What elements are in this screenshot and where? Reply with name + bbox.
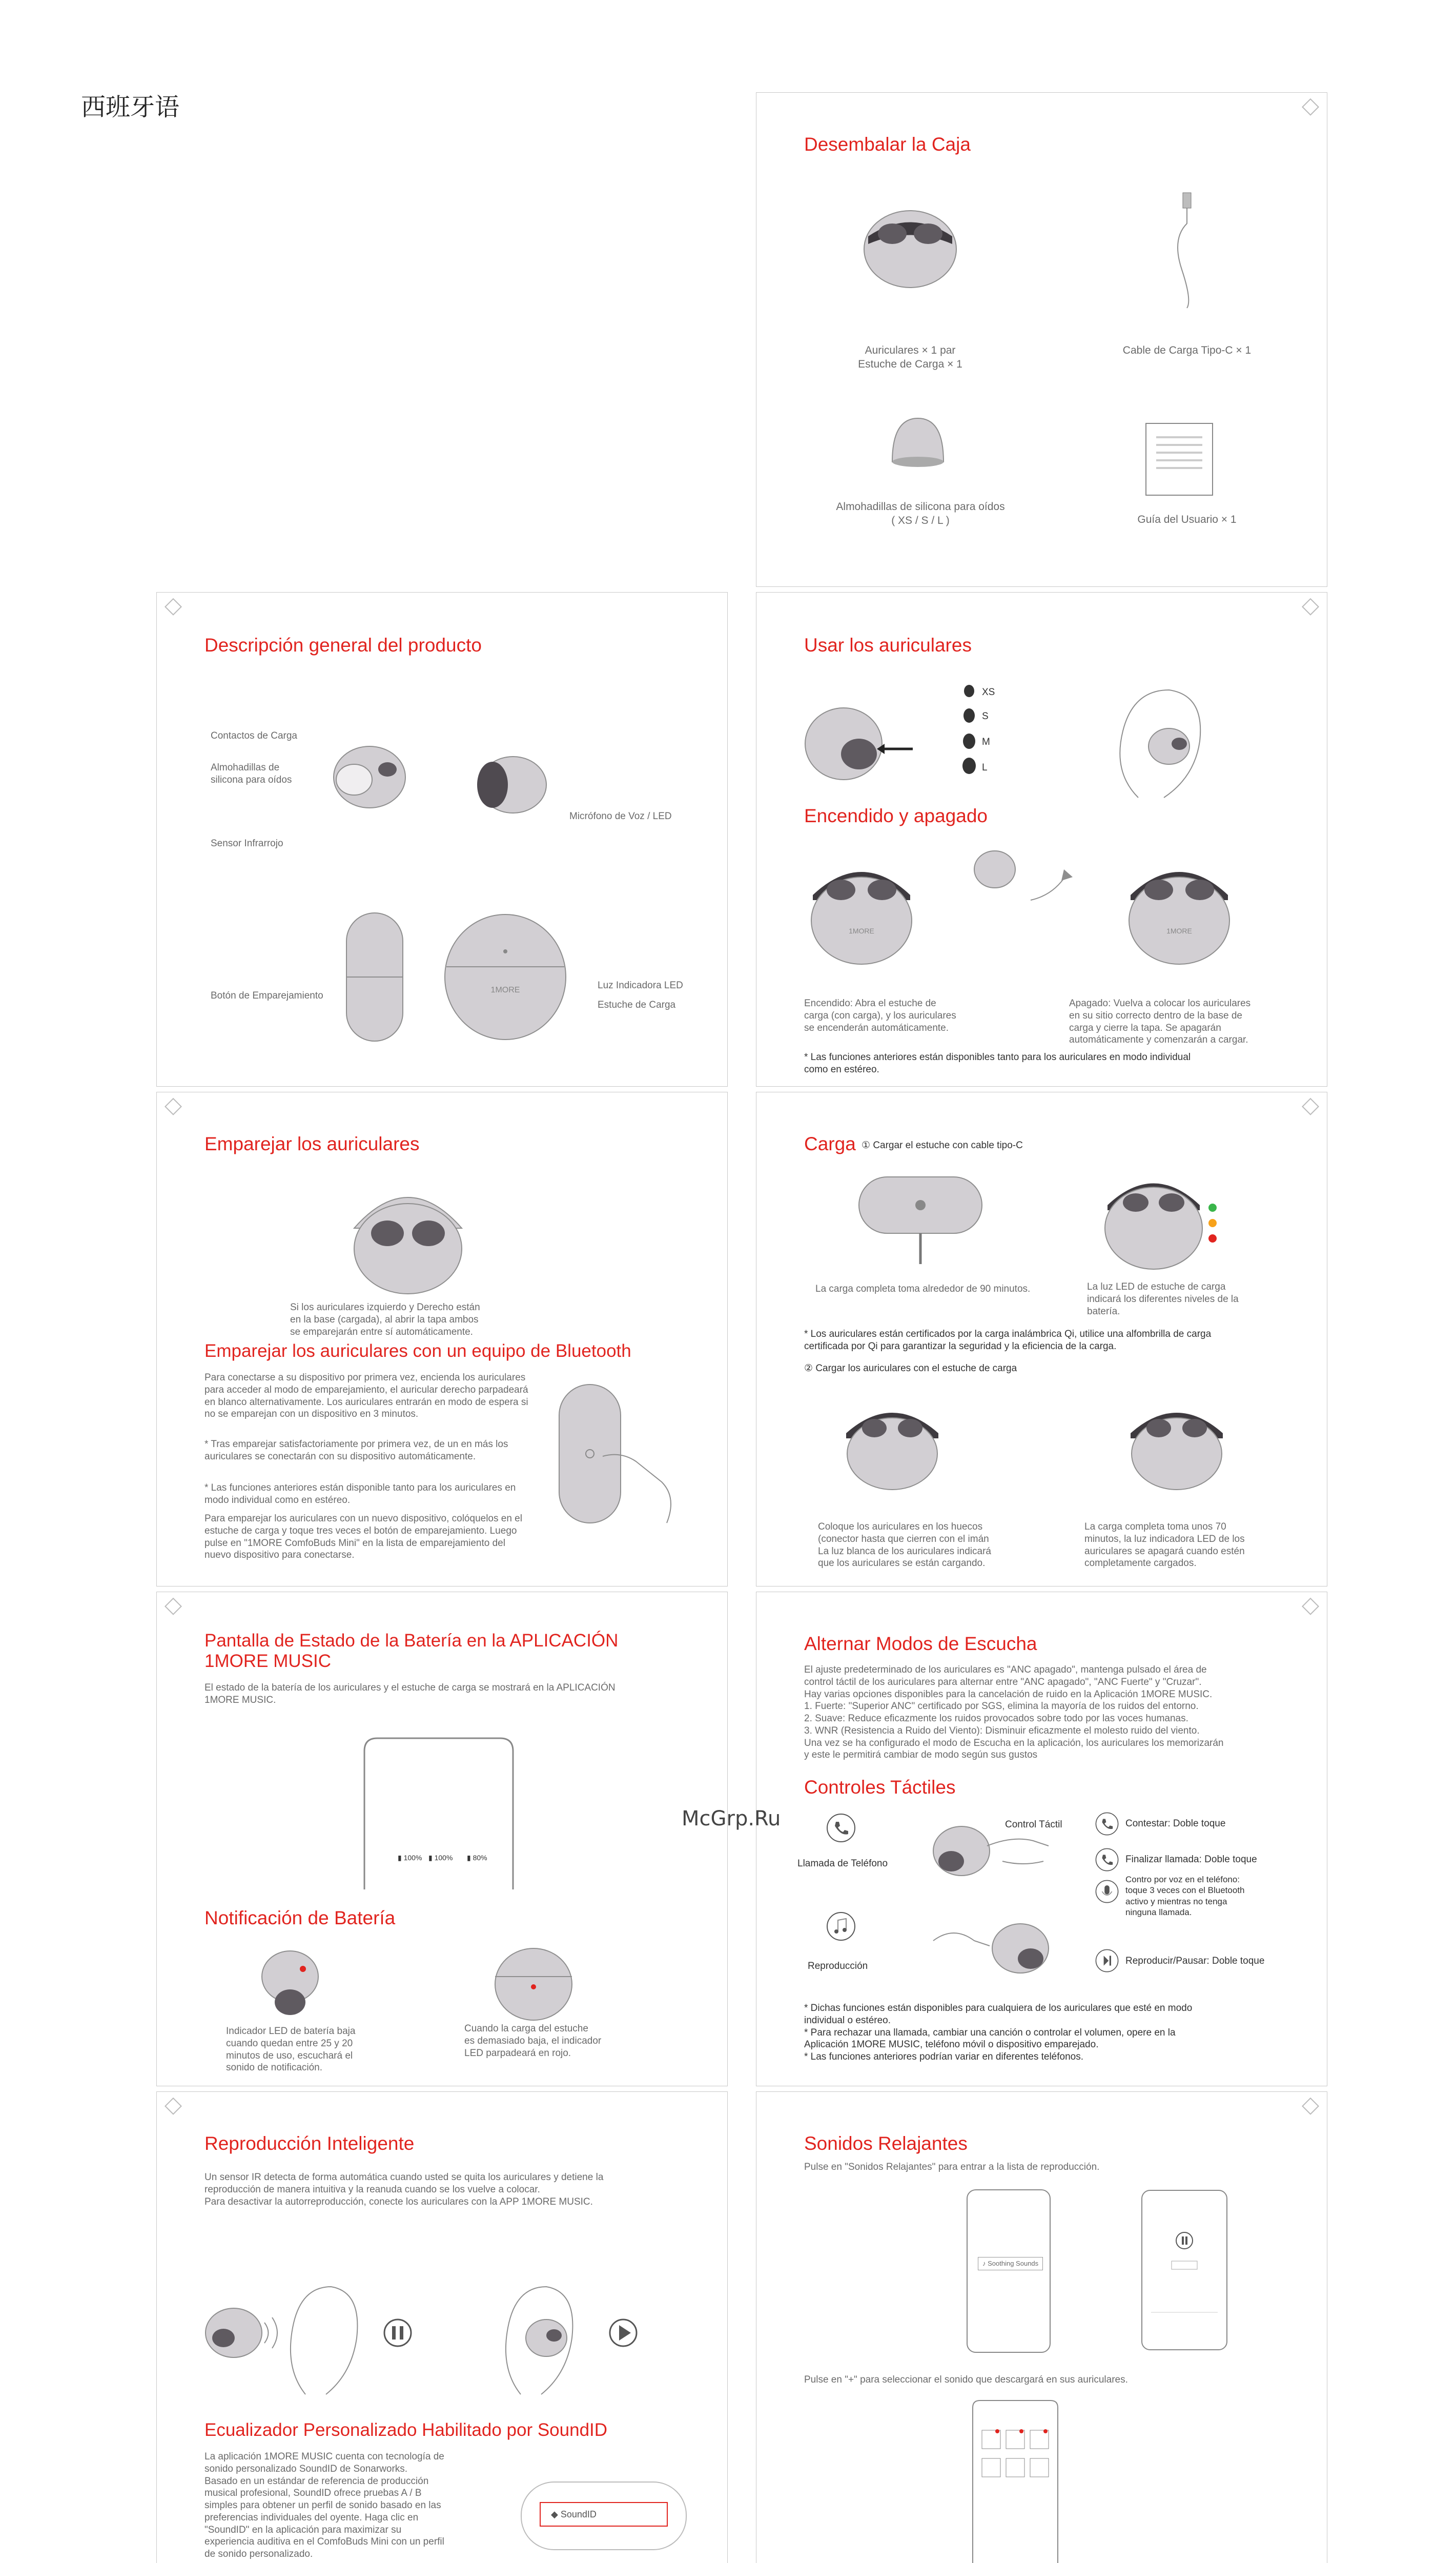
pair-button-press-image <box>539 1374 692 1543</box>
panel-overview <box>156 592 728 1087</box>
tip-sizes-icon <box>961 685 977 777</box>
corner-tag-icon <box>1299 1597 1322 1620</box>
corner-tag-icon <box>1299 1097 1322 1120</box>
touch-end: Finalizar llamada: Doble toque <box>1125 1854 1257 1865</box>
end-call-icon <box>1095 1847 1119 1872</box>
unbox-guide-label: Guía del Usuario × 1 <box>1137 514 1237 525</box>
cable-image <box>1156 193 1218 311</box>
pair-bt-p4: Para emparejar los auriculares con un nuevo dispositivo, colóquelos en el estuche de carga y toque tres veces el botón de emparejamiento. Luego pulse en "1MORE ComfoBuds Mini" en la lista de emparejamiento del nuevo dispositivo para conectarse. <box>204 1513 522 1561</box>
pair-caption: Si los auriculares izquierdo y Derecho están en la base (cargada), al abrir la tapa ambos se emparejarán entre sí automáticamente. <box>290 1302 480 1337</box>
smart-remove-image <box>203 2276 418 2399</box>
smart-insert-image <box>495 2276 680 2399</box>
panel-unbox <box>756 92 1327 587</box>
svg-text:1MORE: 1MORE <box>490 986 520 994</box>
touch-play-label: Reproducción <box>808 1961 868 1971</box>
pair-case-image <box>349 1172 467 1300</box>
charge-earbuds-image <box>841 1387 944 1490</box>
touch-pause: Reproducir/Pausar: Doble toque <box>1125 1956 1265 1966</box>
anc-text: El ajuste predeterminado de los auriculares es "ANC apagado", mantenga pulsado el área de control táctil de los auriculares para alternar entre "ANC apagado", "ANC Fuerte" y "Cruzar". Hay varias opciones disponibles para la cancelación de ruido en la Aplicación 1MORE MUSIC. 1. Fuerte: "Superior ANC" certificado por SGS, elimina la mayoría de los ruidos del entorno. 2. Suave: Reduce eficazmente los ruidos provocados sobre todo por las voces humanas. 3. WNR (Resistencia a Ruido del Viento): Disminuir eficazmente el molesto ruido del viento. Una vez se ha configurado el modo de Escucha en la aplicación, los auriculares los memorizarán y este le permitirá cambiar de modo según sus gustos <box>804 1664 1224 1761</box>
charge-step2-text: Cargar los auriculares con el estuche de carga <box>815 1363 1017 1374</box>
charge-step1-text: Cargar el estuche con cable tipo-C <box>873 1140 1023 1151</box>
wear-size-l: L <box>982 762 988 773</box>
unbox-earbuds-label: Auriculares × 1 par Estuche de Carga × 1 <box>858 344 962 370</box>
battery-level-left-text: 100% <box>403 1854 422 1862</box>
overview-led-label: Luz Indicadora LED <box>598 980 683 991</box>
user-guide-image <box>1143 421 1215 498</box>
touch-reject: Contro por voz en el teléfono: toque 3 veces con el Bluetooth activo y mientras no tenga ninguna llamada. <box>1125 1875 1245 1917</box>
corner-tag-icon <box>162 1097 184 1120</box>
panel-anc-touch <box>756 1592 1327 2086</box>
touch-call-label: Llamada de Teléfono <box>797 1858 888 1869</box>
battery-level-case: ▮ 80% <box>467 1854 487 1862</box>
phone-call-icon <box>826 1813 856 1843</box>
corner-tag-icon <box>1299 2097 1322 2120</box>
low-battery-earbud-image <box>254 1946 326 2018</box>
overview-title: Descripción general del producto <box>204 635 482 656</box>
earbud-front-image <box>472 751 549 818</box>
panel-smart-play <box>156 2091 728 2563</box>
relax-text-2: Pulse en "+" para seleccionar el sonido que descargará en sus auriculares. <box>804 2374 1128 2385</box>
soundid-button-label: SoundID <box>560 2509 597 2519</box>
unbox-title: Desembalar la Caja <box>804 134 971 155</box>
pair-bt-p3: * Las funciones anteriores están disponible tanto para los auriculares en modo individual como en estéreo. <box>204 1482 516 1506</box>
wear-size-s: S <box>982 711 989 722</box>
power-off-image <box>1123 839 1236 967</box>
smart-text: Un sensor IR detecta de forma automática cuando usted se quita los auriculares y detiene la reproducción de manera intuitiva y la reanuda cuando se los vuelve a colocar. Para desactivar la autorreproducción, conecte los auriculares con la APP 1MORE MUSIC. <box>204 2172 604 2207</box>
charge-case-cable-image <box>854 1167 987 1269</box>
battery-level-case-text: 80% <box>473 1854 487 1862</box>
unbox-cable-label: Cable de Carga Tipo-C × 1 <box>1122 344 1252 356</box>
pair-bt-p2: * Tras emparejar satisfactoriamente por primera vez, de un en más los auriculares se conectarán con su dispositivo automáticamente. <box>204 1439 508 1462</box>
relax-phone-1 <box>967 2189 1051 2353</box>
charge-cap1: La carga completa toma alrededor de 90 minutos. <box>815 1284 1031 1294</box>
watermark-text: McGrp.Ru <box>682 1807 781 1830</box>
voice-assistant-icon <box>1095 1879 1119 1904</box>
relax-title: Sonidos Relajantes <box>804 2133 968 2154</box>
charge-full-image <box>1125 1387 1228 1490</box>
power-note: * Las funciones anteriores están disponibles tanto para los auriculares en modo individual como en estéreo. <box>804 1052 1191 1075</box>
soundid-text: La aplicación 1MORE MUSIC cuenta con tecnología de sonido personalizado SoundID de Sonarworks. Basado en un estándar de referencia de producción musical profesional, SoundID ofrece pruebas A / B simples para obtener un perfil de sonido basado en las preferencias individuales del oyente. Haga clic en "SoundID" en la aplicación para maximizar su experiencia auditiva en el ComfoBuds Mini con un perfil de sonido personalizado. <box>204 2451 444 2559</box>
overview-pair-button-label: Botón de Emparejamiento <box>211 990 323 1001</box>
overview-case-label: Estuche de Carga <box>598 1000 676 1010</box>
earbuds-case-image <box>859 188 961 290</box>
charge-cap4: La carga completa toma unos 70 minutos, la luz indicadora LED de los auriculares se apagará cuando estén completamente cargados. <box>1084 1521 1245 1569</box>
overview-charging-contacts-label: Contactos de Carga <box>211 730 297 741</box>
panel-charging <box>756 1092 1327 1586</box>
ear-wear-image <box>1102 680 1215 808</box>
corner-tag-icon <box>1299 598 1322 620</box>
low-battery-case-image <box>493 1946 575 2023</box>
ear-tips-image <box>887 413 949 470</box>
wear-size-xs: XS <box>982 687 995 698</box>
case-front-image <box>441 910 569 1044</box>
soundid-title: Ecualizador Personalizado Habilitado por SoundID <box>204 2420 608 2440</box>
battery-level-left: ▮ 100% <box>398 1854 422 1862</box>
overview-ear-tips-label: Almohadillas de silicona para oídos <box>211 762 292 785</box>
power-arrows-image <box>964 839 1087 921</box>
music-note-icon <box>826 1911 856 1942</box>
case-side-image <box>344 910 405 1044</box>
charge-title: Carga <box>804 1133 856 1154</box>
charge-cap3: Coloque los auriculares en los huecos (conector hasta que cierren con el imán La luz blanca de los auriculares indicará que los auriculares se están cargando. <box>818 1521 991 1569</box>
touch-note: * Dichas funciones están disponibles para cualquiera de los auriculares que esté en modo individual o estéreo. * Para rechazar una llamada, cambiar una canción o controlar el volumen, opere en la Aplicación 1MORE MUSIC, teléfono móvil o dispositivo emparejado. * Las funciones anteriores podrían variar en diferentes teléfonos. <box>804 2003 1193 2062</box>
panel-wear-power <box>756 592 1327 1087</box>
touch-title: Controles Táctiles <box>804 1777 956 1798</box>
charge-led-case-image <box>1097 1156 1220 1274</box>
anc-title: Alternar Modos de Escucha <box>804 1633 1037 1654</box>
panel-battery <box>156 1592 728 2086</box>
power-off-text: Apagado: Vuelva a colocar los auriculares en su sitio correcto dentro de la base de carga y cierre la tapa. Se apagarán automáticamente y comenzarán a cargar. <box>1069 998 1251 1046</box>
overview-mic-led-label: Micrófono de Voz / LED <box>569 811 672 822</box>
svg-text:1MORE: 1MORE <box>1166 927 1192 935</box>
charge-step1: ① Cargar el estuche con cable tipo-C <box>862 1140 1023 1151</box>
earbud-side-image <box>326 741 408 813</box>
corner-tag-icon <box>162 1597 184 1620</box>
smart-title: Reproducción Inteligente <box>204 2133 415 2154</box>
phone-battery-image <box>362 1736 516 1889</box>
battery-note-title: Notificación de Batería <box>204 1907 396 1928</box>
battery-note-right: Cuando la carga del estuche es demasiado baja, el indicador LED parpadeará en rojo. <box>464 2023 602 2059</box>
battery-note-left: Indicador LED de batería baja cuando quedan entre 25 y 20 minutos de uso, escuchará el sonido de notificación. <box>226 2026 356 2073</box>
battery-level-right: ▮ 100% <box>428 1854 453 1862</box>
overview-ir-sensor-label: Sensor Infrarrojo <box>211 838 283 849</box>
relax-app-label[interactable]: ♪ Soothing Sounds <box>978 2257 1043 2270</box>
play-pause-icon <box>1095 1948 1119 1973</box>
power-on-image <box>805 839 918 967</box>
answer-icon <box>1095 1812 1119 1836</box>
pair-bt-title: Emparejar los auriculares con un equipo de Bluetooth <box>204 1341 631 1361</box>
svg-text:1MORE: 1MORE <box>849 927 874 935</box>
panel-pairing <box>156 1092 728 1586</box>
battery-app-text: El estado de la batería de los auriculares y el estuche de carga se mostrará en la APLICACIÓN 1MORE MUSIC. <box>204 1682 616 1705</box>
touch-answer: Contestar: Doble toque <box>1125 1818 1226 1829</box>
corner-tag-icon <box>162 598 184 620</box>
battery-level-right-text: 100% <box>434 1854 453 1862</box>
relax-phone-2 <box>1141 2189 1228 2351</box>
power-on-text: Encendido: Abra el estuche de carga (con carga), y los auriculares se encenderán automáticamente. <box>804 998 956 1033</box>
touch-control-label: Control Táctil <box>1005 1819 1062 1830</box>
power-title: Encendido y apagado <box>804 805 988 826</box>
earbud-tip-image <box>803 687 931 790</box>
charge-note1: * Los auriculares están certificados por la carga inalámbrica Qi, utilice una alfombrilla de carga certificada por Qi para garantizar la seguridad y la eficiencia de la carga. <box>804 1329 1212 1352</box>
battery-app-title: Pantalla de Estado de la Batería en la APLICACIÓN 1MORE MUSIC <box>204 1631 619 1672</box>
unbox-tips-label: Almohadillas de silicona para oídos ( XS / S / L ) <box>836 501 1005 526</box>
soundid-button[interactable]: ◆ SoundID <box>540 2502 668 2527</box>
relax-app-label-text: Soothing Sounds <box>988 2260 1039 2267</box>
soundid-button-area <box>521 2481 687 2550</box>
panel-relax <box>756 2091 1327 2563</box>
charge-step2: ② Cargar los auriculares con el estuche de carga <box>804 1363 1017 1374</box>
wear-size-m: M <box>982 737 990 747</box>
pair-title: Emparejar los auriculares <box>204 1133 420 1154</box>
wear-title: Usar los auriculares <box>804 635 972 656</box>
charge-cap2: La luz LED de estuche de carga indicará los diferentes niveles de la batería. <box>1087 1281 1239 1317</box>
corner-tag-icon <box>1299 98 1322 120</box>
pair-bt-p1: Para conectarse a su dispositivo por primera vez, encienda los auriculares para acceder al modo de emparejamiento, el auricular derecho parpadeará en blanco alternativamente. Los auriculares entrarán en modo de espera si no se emparejan con un dispositivo en 3 minutos. <box>204 1372 528 1420</box>
relax-phone-3 <box>972 2399 1059 2563</box>
corner-tag-icon <box>162 2097 184 2120</box>
play-earbud-image <box>928 1910 1061 1982</box>
language-label: 西班牙语 <box>81 93 180 121</box>
relax-text: Pulse en "Sonidos Relajantes" para entrar a la lista de reproducción. <box>804 2162 1100 2172</box>
